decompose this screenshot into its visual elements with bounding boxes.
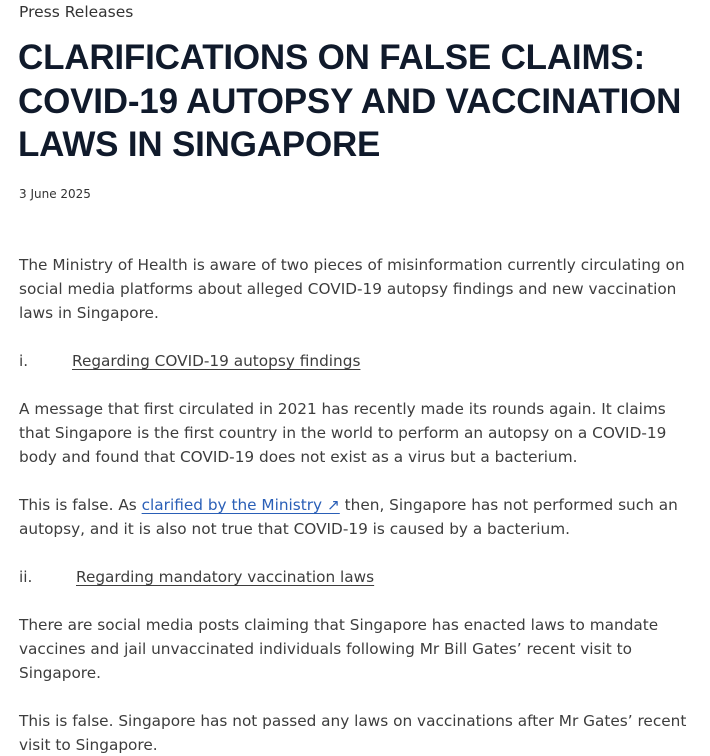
intro-paragraph: The Ministry of Health is aware of two pieces of misinformation currently circulating on social media platforms about alleged COVID-19 autopsy findings and new vaccination laws in Singapore. xyxy=(19,256,685,322)
autopsy-rebuttal-paragraph xyxy=(19,493,699,541)
page-title-line: COVID-19 AUTOPSY AND VACCINATION xyxy=(18,81,682,121)
clarified-by-ministry-link[interactable]: clarified by the Ministry ↗ xyxy=(141,496,340,514)
section-heading-vaccination xyxy=(19,565,375,589)
rebuttal-text-end: then, Singapore has not performed such an autopsy, and it is also not true that COVID-19 is caused by a bacterium. xyxy=(19,496,678,538)
section-heading-text: Regarding mandatory vaccination laws xyxy=(76,568,375,586)
page-title xyxy=(18,36,708,167)
page-title-line: LAWS IN SINGAPORE xyxy=(18,125,381,164)
section-number: i. xyxy=(19,352,29,370)
section-heading-autopsy xyxy=(19,349,361,373)
section-heading-text: Regarding COVID-19 autopsy findings xyxy=(72,352,361,370)
rebuttal-text-start: This is false. As xyxy=(19,496,142,514)
publish-date: 3 June 2025 xyxy=(19,187,91,201)
autopsy-claim-paragraph: A message that first circulated in 2021 has recently made its rounds again. It claims that Singapore is the first country in the world to perform an autopsy on a COVID-19 body and found that COVID-19 does not exist as a virus but a bacterium. xyxy=(19,400,667,466)
page-title-line: CLARIFICATIONS ON FALSE CLAIMS: xyxy=(18,38,646,77)
vaccination-rebuttal-paragraph: This is false. Singapore has not passed any laws on vaccinations after Mr Gates’ recent visit to Singapore. xyxy=(19,712,687,754)
section-number: ii. xyxy=(19,568,33,586)
vaccination-claim-paragraph: There are social media posts claiming that Singapore has enacted laws to mandate vaccines and jail unvaccinated individuals following Mr Bill Gates’ recent visit to Singapore. xyxy=(19,616,659,682)
breadcrumb-category[interactable]: Press Releases xyxy=(19,3,134,21)
